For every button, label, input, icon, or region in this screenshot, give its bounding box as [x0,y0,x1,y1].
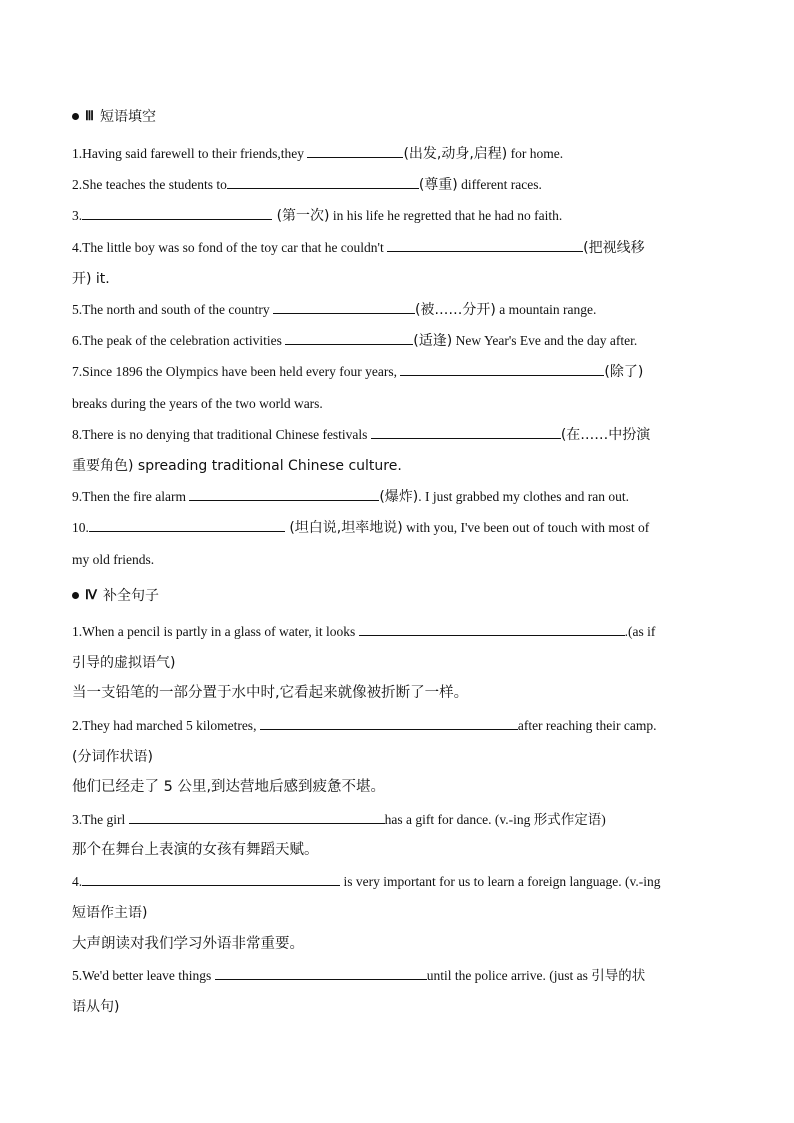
s3-item-2: 2.She teaches the students to (尊重) different races. [72,169,724,201]
bullet-icon [72,592,79,599]
s4-item-3-translation: 那个在舞台上表演的女孩有舞蹈天赋。 [72,842,319,858]
section-3-heading [72,106,156,126]
answer-blank[interactable] [260,714,518,730]
answer-blank[interactable] [89,516,285,532]
s4-item-1-translation: 当一支铅笔的一部分置于水中时,它看起来就像被折断了一样。 [72,685,469,701]
s4-item-2: 2.They had marched 5 kilometres, after reaching their camp. [72,710,724,741]
answer-blank[interactable] [129,808,385,824]
s4-item-3: 3.The girl has a gift for dance. (v.-ing 形式作定语) [72,804,724,835]
s3-item-6: 6.The peak of the celebration activities (适逢) New Year's Eve and the day after. [72,325,724,357]
s3-item-1: 1.Having said farewell to their friends,they (出发,动身,启程) for home. [72,138,724,170]
answer-blank[interactable] [400,360,604,376]
s4-item-5: 5.We'd better leave things until the police arrive. (just as 引导的状 [72,960,724,991]
section-3-title: 短语填空 [99,109,156,125]
s3-item-4: 4.The little boy was so fond of the toy car that he couldn't (把视线移 [72,232,724,264]
section-4-numeral: Ⅳ [85,587,97,602]
answer-blank[interactable] [371,423,561,439]
answer-blank[interactable] [189,485,379,501]
s4-item-4-translation: 大声朗读对我们学习外语非常重要。 [72,936,304,952]
answer-blank[interactable] [285,329,413,345]
answer-blank[interactable] [273,298,415,314]
bullet-icon [72,113,79,120]
s3-item-10-cont: my old friends. [72,552,155,567]
s3-item-9: 9.Then the fire alarm (爆炸). I just grabbed my clothes and ran out. [72,481,724,513]
s4-item-2-note: (分词作状语) [72,749,153,765]
s3-item-10: 10. (坦白说,坦率地说) with you, I've been out of touch with most of [72,512,724,544]
s4-item-4: 4. is very important for us to learn a foreign language. (v.-ing [72,866,724,897]
section-3-numeral: Ⅲ [85,108,94,123]
section-4-title: 补全句子 [103,588,159,604]
answer-blank[interactable] [215,964,427,980]
s3-item-4-cont: 开) it. [72,271,110,287]
s4-item-2-translation: 他们已经走了 5 公里,到达营地后感到疲惫不堪。 [72,779,386,795]
s3-item-5: 5.The north and south of the country (被……分开) a mountain range. [72,294,724,326]
answer-blank[interactable] [307,142,403,158]
s3-item-3: 3. (第一次) in his life he regretted that he had no faith. [72,200,724,232]
s4-item-4-note: 短语作主语) [72,905,148,921]
s4-item-5-note: 语从句) [72,999,120,1015]
s3-item-7: 7.Since 1896 the Olympics have been held every four years, (除了) [72,356,724,388]
s4-item-1-note: 引导的虚拟语气) [72,655,176,671]
s3-item-8-cont: 重要角色) spreading traditional Chinese culture. [72,458,402,474]
answer-blank[interactable] [82,870,340,886]
answer-blank[interactable] [387,236,583,252]
s4-item-1: 1.When a pencil is partly in a glass of water, it looks .(as if [72,616,724,647]
answer-blank[interactable] [359,620,625,636]
section-4-heading [72,585,159,605]
s3-item-8: 8.There is no denying that traditional Chinese festivals (在……中扮演 [72,419,724,451]
answer-blank[interactable] [82,204,272,220]
answer-blank[interactable] [227,173,419,189]
s3-item-7-cont: breaks during the years of the two world wars. [72,396,323,411]
